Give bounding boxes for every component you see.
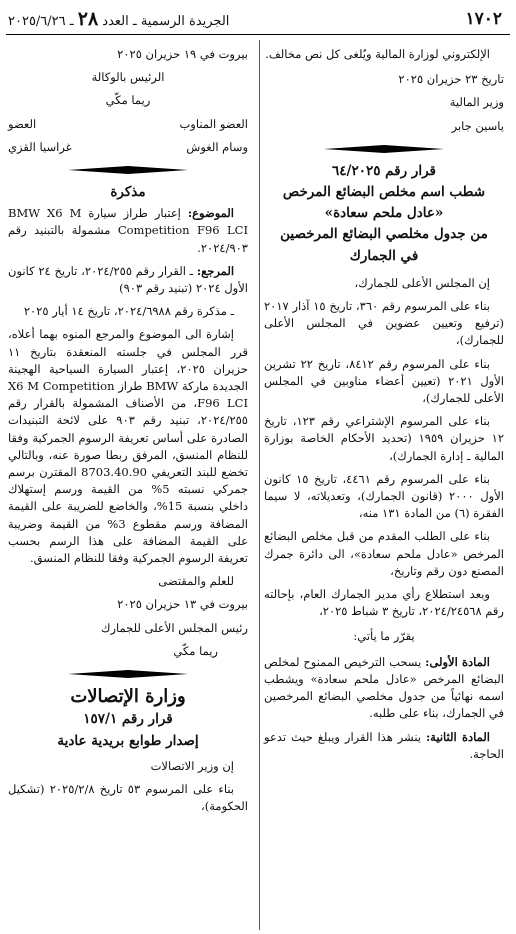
decision-2-subtitle: إصدار طوابع بريدية عادية xyxy=(57,732,199,749)
issue-number: ٢٨ xyxy=(77,8,99,30)
signature-row-names xyxy=(8,139,248,156)
subject-text: إعتبار طراز سيارة BMW X6 M Competition F96 LCI مشمولة بالتبنيد رقم ٢٠٢٤/٩٠٣. xyxy=(8,206,248,255)
for-info: للعلم والمقتضى xyxy=(158,574,234,589)
right-column xyxy=(264,46,504,769)
sig-left-name: غراسيا القزي xyxy=(8,139,72,154)
decision-name: «عادل ملحم سعادة» xyxy=(324,205,444,222)
signature-row-roles xyxy=(8,116,248,133)
memo-role: رئيس المجلس الأعلى للجمارك xyxy=(100,620,248,635)
paragraph-4: بناء على المرسوم الإشتراعي رقم ١٢٣، تاريخ ١٢ حزيران ١٩٥٩ (تحديد الأحكام الخاصة بوزارة المالية ـ إدارة الجمارك)، xyxy=(264,414,505,463)
sig-right-role: العضو المناوب xyxy=(179,116,248,131)
left-column xyxy=(8,46,248,821)
ministry-title: وزارة الإتصالات xyxy=(70,686,186,708)
paragraph-2: بناء على المرسوم رقم ٣٦٠، تاريخ ١٥ آذار ٢٠١٧ (ترفيع وتعيين عضوين في المجلس الأعلى للجمارك)، xyxy=(264,299,504,348)
sig-left-role: العضو xyxy=(8,116,37,131)
paragraph-5: بناء على المرسوم رقم ٤٤٦١، تاريخ ١٥ كانون الأول ٢٠٠٠ (قانون الجمارك)، وتعديلاته، لا سيما الفقرة (٦) من المادة ١٣١ منه، xyxy=(264,471,504,521)
ref-label: المرجع: xyxy=(196,263,235,278)
memo-title: مذكرة xyxy=(110,184,146,201)
article-2-label: المادة الثانية: xyxy=(425,729,490,744)
memo-date: بيروت في ١٣ حزيران ٢٠٢٥ xyxy=(117,597,248,612)
article-1-label: المادة الأولى: xyxy=(425,654,490,669)
decision-2-paragraph-2: بناء على المرسوم ٥٣ تاريخ ٢٠٢٥/٢/٨ (تشكيل الحكومة)، xyxy=(8,781,248,814)
issue-date: ـ ٢٠٢٥/٦/٢٦ xyxy=(8,14,74,29)
ref-1: ـ القرار رقم ٢٠٢٤/٢٥٥، تاريخ ٢٤ كانون الأول ٢٠٢٤ (تبنيد رقم ٩٠٣) xyxy=(8,263,248,296)
page-header xyxy=(6,4,510,35)
paragraph-1: إن المجلس الأعلى للجمارك، xyxy=(354,275,490,290)
article-1-text: يسحب الترخيص الممنوح لمخلص البضائع المرخص «عادل ملحم سعادة» ويشطب اسمه نهائياً من جدول مخلصي البضائع المرخصين في الجمارك، بناء على طلبه. xyxy=(264,654,504,721)
decides-line: يقرّر ما يأتي: xyxy=(353,629,415,644)
decision-2-title: قرار رقم ١٥٧/١ xyxy=(83,711,173,728)
article-1 xyxy=(264,654,504,723)
decision-2-paragraph-1: إن وزير الاتصالات xyxy=(150,758,234,773)
decision-subtitle-2: من جدول مخلصي البضائع المرخصين xyxy=(280,226,488,243)
gazette-issue-line xyxy=(6,8,229,30)
column-divider xyxy=(259,40,260,930)
subject-label: الموضوع: xyxy=(187,206,235,221)
acting-president-name: ريما مكّي xyxy=(105,93,151,108)
memo-body: إشارة الى الموضوع والمرجع المنوه بهما أعلاه، قرر المجلس في جلسته المنعقدة بتاريخ ١١ حزيران ٢٠٢٥، إعتبار السيارة السياحية الهجينة الجديدة ماركة BMW طراز X6 M Competition F96 LCI، من الأصناف المشمولة بالقرار رقم ٢٠٢٤/٢٥٥، تبنيد رقم ٩٠٣ على لائحة التبنيدات الصادرة على أساس تعريفة الرسوم الجمركية وفقا للنظام المنسق، المرفق ربطا صورة عنه، وبالتالي تخضع للبند التعريفي 8703.40.90 المقترن برسم جمركي نسبته 5% من القيمة ورسم إستهلاك داخلي بنسبة 15%، والخاضع للضريبة على القيمة المضافة ورسم مقطوع 3% من القيمة وضريبة على القيمة المضافة على هذا الرسم بحسب تعريفة الرسوم الجمركية وفقا للنظام المنسق. xyxy=(8,327,249,566)
decision-subtitle-3: في الجمارك xyxy=(349,247,419,264)
intro-role: وزير المالية xyxy=(449,95,504,110)
decision-title: قرار رقم ٦٤/٢٠٢٥ xyxy=(332,162,436,179)
divider-ornament xyxy=(264,145,504,153)
paragraph-6: بناء على الطلب المقدم من قبل مخلص البضائع المرخص «عادل ملحم سعادة»، الى دائرة جمرك المصنع دون رقم وتاريخ، xyxy=(264,529,504,578)
article-2-text: ينشر هذا القرار ويبلغ حيث تدعو الحاجة. xyxy=(264,729,504,761)
acting-president: الرئيس بالوكالة xyxy=(91,70,165,85)
memo-reference xyxy=(8,263,248,297)
ref-2: ـ مذكرة رقم ٢٠٢٤/٦٩٨٨، تاريخ ١٤ أيار ٢٠٢٥ xyxy=(23,304,234,319)
paragraph-7: وبعد استطلاع رأي مدير الجمارك العام، بإحالته رقم ٢٠٢٤/٢٤٥٦٨، تاريخ ٣ شباط ٢٠٢٥، xyxy=(264,587,504,619)
place-date: بيروت في ١٩ حزيران ٢٠٢٥ xyxy=(117,47,248,61)
gazette-title: الجريدة الرسمية ـ العدد xyxy=(102,14,230,29)
decision-subtitle: شطب اسم مخلص البضائع المرخص xyxy=(282,184,486,201)
memo-subject xyxy=(8,205,248,257)
divider-ornament-2 xyxy=(8,166,248,174)
intro-signer: ياسين جابر xyxy=(451,118,504,133)
intro-date: تاريخ ٢٣ حزيران ٢٠٢٥ xyxy=(398,72,504,87)
divider-ornament-3 xyxy=(8,670,248,678)
paragraph-3: بناء على المرسوم رقم ٨٤١٢، تاريخ ٢٢ تشرين الأول ٢٠٢١ (تعيين أعضاء مناوبين في المجلس الأعلى للجمارك)، xyxy=(264,356,504,406)
article-2 xyxy=(264,729,504,763)
sig-right-name: وسام الغوش xyxy=(186,139,248,154)
page-number: ١٧٠٢ xyxy=(465,9,502,29)
memo-signer: ريما مكّي xyxy=(173,643,218,658)
intro-text: الإلكتروني لوزارة المالية ويُلغى كل نص مخالف. xyxy=(265,47,490,61)
